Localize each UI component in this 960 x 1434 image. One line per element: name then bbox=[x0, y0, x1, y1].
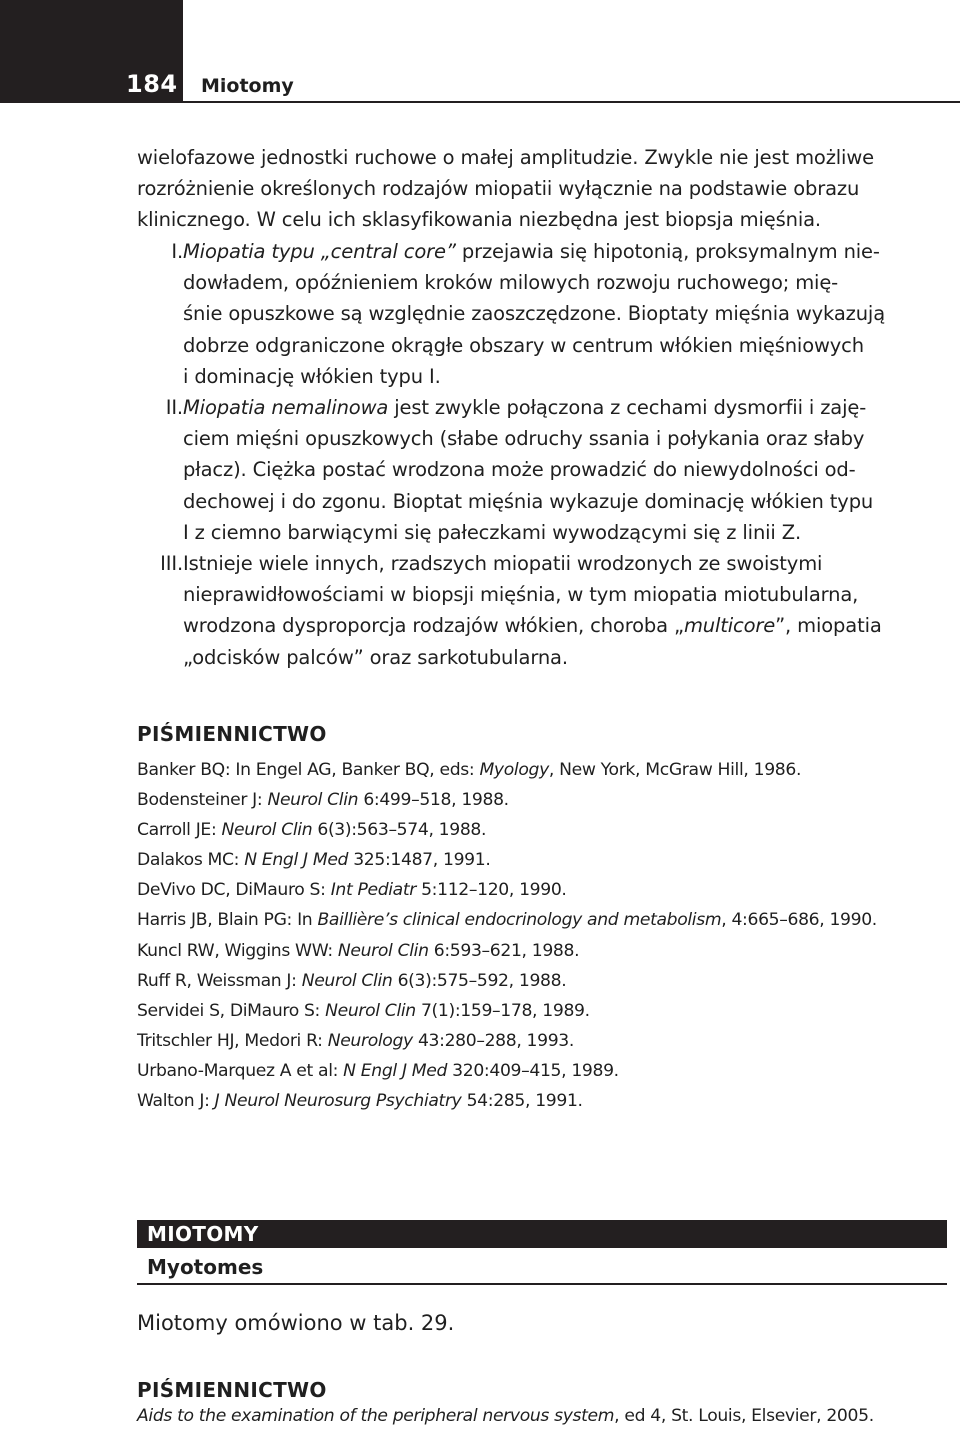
ref-details: 5:112–120, 1990. bbox=[415, 880, 567, 901]
reference-item bbox=[137, 785, 947, 815]
intro-line: klinicznego. W celu ich sklasyfikowania niezbędna jest biopsja mięśnia. bbox=[137, 208, 821, 232]
reference-item bbox=[137, 1086, 947, 1116]
section-title-bar bbox=[137, 1220, 947, 1248]
list-item-nemaline bbox=[137, 392, 957, 548]
ref-source: Neurol Clin bbox=[325, 1000, 416, 1021]
reference-item bbox=[137, 815, 947, 845]
ref-source: Neurology bbox=[327, 1030, 413, 1051]
ref-details: , ed 4, St. Louis, Elsevier, 2005. bbox=[614, 1406, 874, 1426]
ref-details: , New York, McGraw Hill, 1986. bbox=[548, 760, 802, 780]
reference-item bbox=[137, 996, 947, 1026]
ref-authors: Dalakos MC: bbox=[137, 850, 245, 871]
reference-item bbox=[137, 1026, 947, 1056]
reference-item bbox=[137, 966, 947, 996]
reference-item bbox=[137, 905, 947, 935]
ref-authors: Bodensteiner J: bbox=[137, 790, 268, 811]
references-list bbox=[137, 755, 947, 1116]
intro-line: rozróżnienie określonych rodzajów miopatii wyłącznie na podstawie obrazu bbox=[137, 177, 860, 201]
line-text: jest zwykle połączona z cechami dysmorfii i zaję- bbox=[388, 396, 867, 420]
list-marker: III. bbox=[160, 552, 183, 576]
ref-authors: Servidei S, DiMauro S: bbox=[137, 1000, 326, 1021]
reference-item bbox=[137, 1056, 947, 1086]
italic-term: multicore bbox=[683, 614, 776, 638]
ref-details: 6(3):575–592, 1988. bbox=[392, 970, 567, 991]
list-item-text bbox=[183, 548, 957, 673]
list-line: ciem mięśni opuszkowych (słabe odruchy ssania i połykania oraz słaby bbox=[183, 427, 865, 451]
list-line: „odcisków palców” oraz sarkotubularna. bbox=[183, 645, 568, 669]
section-references-heading: PIŚMIENNICTWO bbox=[137, 1378, 327, 1402]
line-text: wrodzona dysproporcja rodzajów włókien, choroba „ bbox=[183, 614, 684, 638]
list-item-central-core bbox=[137, 236, 957, 392]
ref-authors: Kuncl RW, Wiggins WW: bbox=[137, 940, 338, 961]
list-line: dobrze odgraniczone okrągłe obszary w centrum włókien mięśniowych bbox=[183, 333, 864, 357]
myopathy-list bbox=[137, 236, 957, 673]
ref-authors: Tritschler HJ, Medori R: bbox=[137, 1030, 328, 1051]
list-line: Istnieje wiele innych, rzadszych miopatii wrodzonych ze swoistymi bbox=[183, 552, 823, 576]
ref-source: Myology bbox=[479, 760, 549, 780]
list-line: dechowej i do zgonu. Bioptat mięśnia wykazuje dominację włókien typu bbox=[183, 489, 874, 513]
ref-details: 6(3):563–574, 1988. bbox=[312, 820, 487, 841]
ref-authors: Harris JB, Blain PG: In bbox=[137, 910, 318, 931]
ref-authors: Ruff R, Weissman J: bbox=[137, 970, 302, 991]
ref-authors: Urbano-Marquez A et al: bbox=[137, 1060, 344, 1081]
reference-item bbox=[137, 875, 947, 905]
intro-line: wielofazowe jednostki ruchowe o małej amplitudzie. Zwykle nie jest możliwe bbox=[137, 146, 874, 169]
ref-source: Neurol Clin bbox=[221, 820, 313, 841]
section-subtitle: Myotomes bbox=[147, 1255, 264, 1279]
reference-item bbox=[137, 936, 947, 966]
section-reference-item bbox=[137, 1406, 874, 1426]
list-line: I z ciemno barwiącymi się pałeczkami wywodzącymi się z linii Z. bbox=[183, 520, 801, 544]
list-line bbox=[183, 392, 957, 423]
list-line: dowładem, opóźnieniem kroków milowych rozwoju ruchowego; mię- bbox=[183, 271, 839, 295]
ref-source: Aids to the examination of the peripheral nervous system bbox=[137, 1406, 615, 1426]
ref-source: Int Pediatr bbox=[330, 880, 416, 901]
list-marker: I. bbox=[171, 240, 183, 263]
list-item-other bbox=[137, 548, 957, 673]
ref-details: 320:409–415, 1989. bbox=[447, 1060, 619, 1081]
reference-item bbox=[137, 755, 947, 785]
intro-paragraph bbox=[137, 142, 957, 236]
list-line bbox=[183, 610, 957, 641]
ref-source: Baillière’s clinical endocrinology and metabolism bbox=[317, 910, 722, 931]
ref-details: 43:280–288, 1993. bbox=[412, 1030, 575, 1051]
list-line: nieprawidłowościami w biopsji mięśnia, w tym miopatia miotubularna, bbox=[183, 583, 859, 607]
ref-details: 6:499–518, 1988. bbox=[358, 790, 509, 811]
ref-details: 6:593–621, 1988. bbox=[428, 940, 580, 961]
ref-source: Neurol Clin bbox=[267, 790, 359, 811]
section-body-text: Miotomy omówiono w tab. 29. bbox=[137, 1311, 455, 1335]
ref-details: 325:1487, 1991. bbox=[348, 850, 491, 871]
section-title: MIOTOMY bbox=[147, 1222, 259, 1246]
list-marker: II. bbox=[165, 396, 183, 420]
ref-source: J Neurol Neurosurg Psychiatry bbox=[214, 1091, 462, 1112]
ref-details: 7(1):159–178, 1989. bbox=[415, 1000, 590, 1021]
ref-details: 54:285, 1991. bbox=[461, 1091, 583, 1112]
list-item-text bbox=[183, 236, 957, 392]
ref-authors: Banker BQ: In Engel AG, Banker BQ, eds: bbox=[137, 760, 480, 780]
references-heading: PIŚMIENNICTWO bbox=[137, 722, 327, 746]
ref-authors: Walton J: bbox=[137, 1091, 215, 1112]
list-line bbox=[183, 236, 957, 267]
line-text: przejawia się hipotonią, proksymalnym nie- bbox=[455, 240, 880, 263]
running-header-chapter: Miotomy bbox=[201, 75, 294, 97]
page-number: 184 bbox=[126, 70, 178, 98]
list-line: śnie opuszkowe są względnie zaoszczędzone. Bioptaty mięśnia wykazują bbox=[183, 302, 885, 326]
ref-details: , 4:665–686, 1990. bbox=[721, 910, 877, 931]
ref-source: Neurol Clin bbox=[337, 940, 429, 961]
line-text: ”, miopatia bbox=[775, 614, 882, 638]
ref-authors: DeVivo DC, DiMauro S: bbox=[137, 880, 331, 901]
ref-source: N Engl J Med bbox=[343, 1060, 448, 1081]
italic-term: Miopatia typu „central core” bbox=[183, 240, 456, 263]
list-item-text bbox=[183, 392, 957, 548]
ref-source: N Engl J Med bbox=[244, 850, 349, 871]
section-rule bbox=[137, 1283, 947, 1285]
ref-source: Neurol Clin bbox=[301, 970, 393, 991]
list-line: płacz). Ciężka postać wrodzona może prowadzić do niewydolności od- bbox=[183, 458, 856, 482]
italic-term: Miopatia nemalinowa bbox=[183, 396, 389, 420]
ref-authors: Carroll JE: bbox=[137, 820, 222, 841]
list-line: i dominację włókien typu I. bbox=[183, 364, 441, 388]
reference-item bbox=[137, 845, 947, 875]
header-rule bbox=[183, 101, 960, 103]
